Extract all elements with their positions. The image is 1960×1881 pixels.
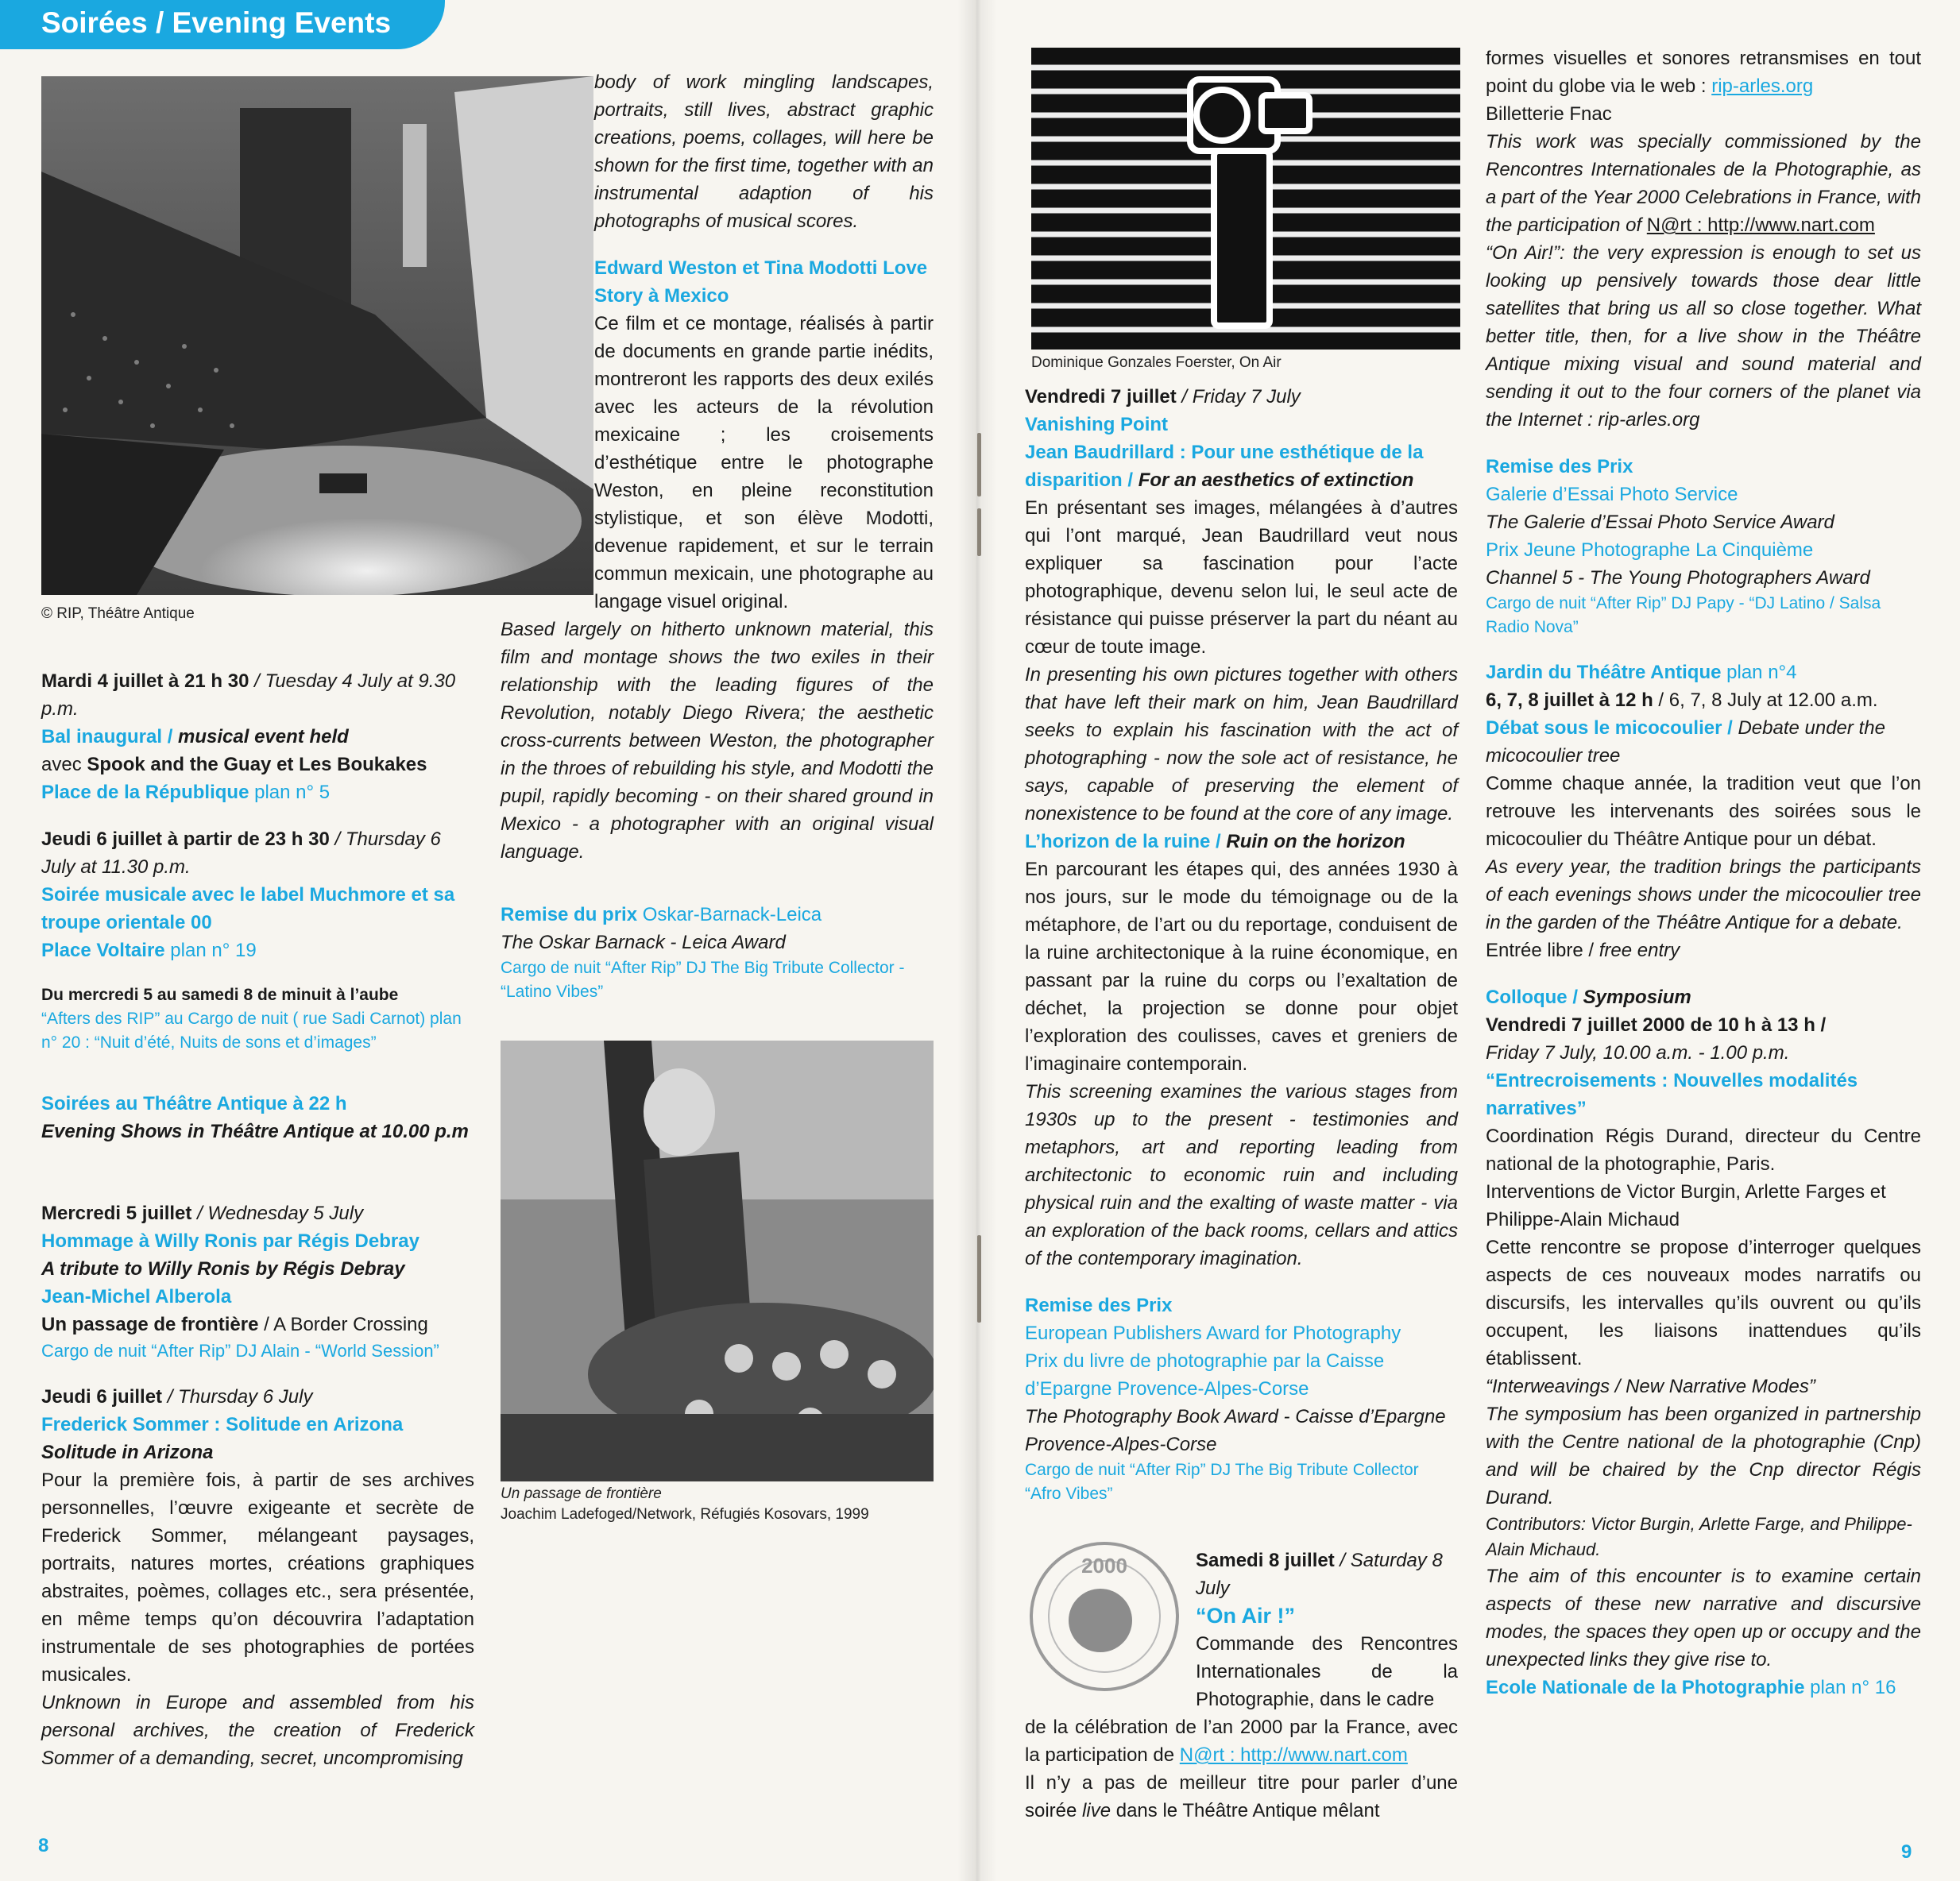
ecole-nationale: Ecole Nationale de la Photographie	[1486, 1677, 1805, 1698]
cargo-big-tribute: Cargo de nuit “After Rip” DJ The Big Tribute Collector - “Latino Vibes”	[501, 959, 905, 1001]
contributors: Contributors: Victor Burgin, Arlette Farge, and Philippe-Alain Michaud.	[1486, 1514, 1912, 1559]
kosovo-caption-2: Joachim Ladefoged/Network, Réfugiés Kosovars, 1999	[501, 1506, 869, 1523]
kosovo-caption-1	[501, 1484, 662, 1504]
cargo-afro: Cargo de nuit “After Rip” DJ The Big Tribute Collector “Afro Vibes”	[1025, 1461, 1419, 1503]
prix-livre: Prix du livre de photographie par la Caisse d’Epargne Provence-Alpes-Corse	[1025, 1350, 1385, 1400]
book-award-en: The Photography Book Award - Caisse d’Epargne Provence-Alpes-Corse	[1025, 1406, 1446, 1455]
place-voltaire: Place Voltaire	[41, 940, 165, 961]
sommer-continued-en: body of work mingling landscapes, portraits, still lives, abstract graphic creations, poems, collages, will here be shown for the first time, together with an instrumental adaption of his photographs of musical scores.	[594, 71, 934, 232]
page-number-right: 9	[1901, 1841, 1912, 1863]
billetterie: Billetterie Fnac	[1486, 103, 1612, 125]
on-air-caption: Dominique Gonzales Foerster, On Air	[1031, 354, 1282, 371]
jeudi-date-en: / Thursday 6 July	[162, 1386, 313, 1408]
coordination: Coordination Régis Durand, directeur du Centre national de la photographie, Paris.	[1486, 1126, 1921, 1175]
mardi-date: Mardi 4 juillet à 21 h 30	[41, 670, 249, 692]
section-header	[0, 0, 445, 49]
passage-title-en: / A Border Crossing	[258, 1314, 428, 1335]
rencontre-text: Cette rencontre se propose d’interroger quelques aspects de ces nouveaux modes narratifs ou discursifs, les intervalles qu’ils ouvrent ou qu’ils occupent, les liaisons inattendues qu’ils établissent.	[1486, 1237, 1921, 1369]
kosovo-refugees-photo	[501, 1041, 934, 1481]
vendredi-date-en: / Friday 7 July	[1176, 386, 1301, 407]
nart-link[interactable]: N@rt : http://www.nart.com	[1179, 1744, 1408, 1766]
jardin-plan: plan n°4	[1721, 662, 1797, 683]
rip-arles-link[interactable]: rip-arles.org	[1711, 75, 1814, 97]
jeudi-date: Jeudi 6 juillet	[41, 1386, 163, 1408]
place-republique: Place de la République	[41, 782, 249, 803]
baudrillard-title: Jean Baudrillard : Pour une esthétique de la disparition /	[1025, 442, 1424, 491]
remise-prix-label: Remise du prix	[501, 904, 638, 925]
mercredi-date-en: / Wednesday 5 July	[191, 1203, 364, 1224]
alberola: Jean-Michel Alberola	[41, 1286, 232, 1307]
galerie-essai: Galerie d’Essai Photo Service	[1486, 484, 1738, 505]
tribute-ronis: A tribute to Willy Ronis by Régis Debray	[41, 1258, 405, 1280]
baudrillard-title-en: For an aesthetics of extinction	[1138, 469, 1414, 491]
place-republique-plan: plan n° 5	[249, 782, 331, 803]
column-3	[1025, 383, 1458, 1506]
column-3-bottom	[1025, 1713, 1458, 1825]
prix-jeune: Prix Jeune Photographe La Cinquième	[1486, 539, 1814, 561]
colloque-date-en: Friday 7 July, 10.00 a.m. - 1.00 p.m.	[1486, 1042, 1790, 1064]
stamp-image	[1025, 1537, 1184, 1696]
debat-text-fr: Comme chaque année, la tradition veut que l’on retrouve les intervenants des soirées sous le micocoulier du Théâtre Antique pour un débat.	[1486, 773, 1921, 850]
column-4	[1486, 44, 1921, 1701]
soirees-theatre-en: Evening Shows in Théâtre Antique at 10.00 p.m	[41, 1121, 469, 1142]
entrecroisements-title: “Entrecroisements : Nouvelles modalités narratives”	[1486, 1070, 1858, 1119]
formes-text: formes visuelles et sonores retransmises en tout point du globe via le web :	[1486, 48, 1921, 97]
commande-text-1: Commande des Rencontres Internationales de la Photographie, dans le cadre	[1196, 1633, 1458, 1710]
mercredi5-dates: Du mercredi 5 au samedi 8 de minuit à l’aube	[41, 986, 399, 1004]
weston-modotti-title: Edward Weston et Tina Modotti Love Story à Mexico	[594, 257, 928, 307]
column-1	[41, 667, 474, 1772]
afters-rip: “Afters des RIP” au Cargo de nuit ( rue Sadi Carnot) plan n° 20 : “Nuit d’été, Nuits de sons et d’images”	[41, 1010, 462, 1052]
interventions: Interventions de Victor Burgin, Arlette Farges et Philippe-Alain Michaud	[1486, 1181, 1886, 1230]
symposium-label: Symposium	[1583, 987, 1691, 1008]
on-air-image	[1031, 48, 1460, 350]
samedi-date-en: / Saturday 8 July	[1196, 1550, 1443, 1599]
section-title: Soirées / Evening Events	[41, 6, 392, 39]
horizon-title: L’horizon de la ruine /	[1025, 831, 1227, 852]
entree-libre: Entrée libre /	[1486, 940, 1599, 961]
avec-label: avec	[41, 754, 87, 775]
bal-inaugural: Bal inaugural /	[41, 726, 179, 747]
channel5-award: Channel 5 - The Young Photographers Award	[1486, 567, 1870, 589]
baudrillard-text-fr: En présentant ses images, mélangées à d’autres qui l’ont marqué, Jean Baudrillard veut nous expliquer sa fascination pour l’acte photographique, devenu selon lui, le seul acte de résistance qui puisse préserver la part du néant au cœur de toute image.	[1025, 497, 1458, 658]
nart-link-2[interactable]: N@rt : http://www.nart.com	[1646, 214, 1875, 236]
samedi-date: Samedi 8 juillet	[1196, 1550, 1335, 1571]
hommage-ronis: Hommage à Willy Ronis par Régis Debray	[41, 1230, 419, 1252]
horizon-text-fr: En parcourant les étapes qui, des années 1930 à nos jours, sur le mode du témoignage ou de la métaphore, de l’art ou du reportage, conduisent de la ruine architectonique à la ruine économique, en passant par la ruine du corps ou l’exaltation de déchet, la projection se donne pour objet l’exploration des coulisses, caves et greniers de l’imaginaire contemporain.	[1025, 859, 1458, 1075]
jardin-date: 6, 7, 8 juillet à 12 h	[1486, 689, 1653, 711]
colloque-label: Colloque /	[1486, 987, 1583, 1008]
column-3-samedi	[1196, 1547, 1458, 1713]
commande-text-2: de la célébration de l’an 2000 par la France, avec la participation de	[1025, 1717, 1458, 1766]
work-text-en-1: This work was specially commissioned by the Rencontres Internationales de la Photographie, as a part of the Year 2000 Celebrations in France, with the participation of	[1486, 131, 1921, 236]
jeudi6-date: Jeudi 6 juillet à partir de 23 h 30	[41, 828, 330, 850]
kosovo-photo-image	[501, 1041, 934, 1481]
weston-text-fr: Ce film et ce montage, réalisés à partir de documents en grande partie inédits, montreront les rapports des deux exilés avec les acteurs de la révolution mexicaine ; les croisements d’esthétique entre le photographe Weston, en pleine reconstitution stylistique, et son élève Modotti, devenue rapidement, et sur le terrain commun mexicain, une photographe au langage visuel original.	[594, 313, 934, 612]
vanishing-point: Vanishing Point	[1025, 414, 1169, 435]
cargo-alain: Cargo de nuit “After Rip” DJ Alain - “World Session”	[41, 1341, 439, 1361]
staple-top	[977, 433, 981, 496]
debat-title: Débat sous le micocoulier /	[1486, 717, 1738, 739]
symposium-text-en: The symposium has been organized in partnership with the Centre national de la photographie (Cnp) and will be chaired by the Cnp director Régis Durand.	[1486, 1404, 1921, 1508]
ecole-plan: plan n° 16	[1804, 1677, 1896, 1698]
commande-text-3: Il n’y a pas de meilleur titre pour parler d’une soirée	[1025, 1772, 1458, 1821]
sommer-text-fr: Pour la première fois, à partir de ses archives personnelles, l’œuvre exigeante et secrète de Frederick Sommer, mélangeant paysages, portraits, natures mortes, créations graphiques abstraites, poèmes, collages etc., sera présentée, en même temps qu’on découvrira l’adaptation instrumentale de ses photographies de portées musicales.	[41, 1470, 474, 1686]
spook-bands: Spook and the Guay et Les Boukakes	[87, 754, 427, 775]
on-air-title: “On Air !”	[1196, 1604, 1295, 1628]
solitude-arizona: Solitude in Arizona	[41, 1442, 214, 1463]
colloque-date: Vendredi 7 juillet 2000 de 10 h à 13 h /	[1486, 1014, 1827, 1036]
debat-title-en: Debate under the micocoulier tree	[1486, 717, 1885, 767]
debat-text-en: As every year, the tradition brings the participants of each evenings shows under the micocoulier tree in the garden of the Théâtre Antique for a debate.	[1486, 856, 1921, 933]
rencontres-stamp	[1025, 1537, 1184, 1696]
staple-bottom	[977, 1235, 981, 1323]
jardin-title: Jardin du Théâtre Antique	[1486, 662, 1722, 683]
sommer-title: Frederick Sommer : Solitude en Arizona	[41, 1414, 404, 1435]
bal-inaugural-en: musical event held	[178, 726, 349, 747]
horizon-text-en: This screening examines the various stages from 1930s up to the present - testimonies and metaphors, art and reporting leading from architectonic to economic ruin and including physical ruin and the exalting of waste matter - via an exploration of the back rooms, cellars and attics of the contemporary imagination.	[1025, 1081, 1458, 1269]
mardi-date-en: / Tuesday 4 July at 9.30 p.m.	[41, 670, 456, 720]
oskar-barnack: Oskar-Barnack-Leica	[637, 904, 822, 925]
european-publishers: European Publishers Award for Photography	[1025, 1323, 1401, 1344]
passage-title: Un passage de frontière	[41, 1314, 259, 1335]
baudrillard-text-en: In presenting his own pictures together with others that have left their mark on him, Jean Baudrillard seeks to explain his fascination with the act of photographing - now the sole act of resistance, he says, capable of preserving the element of nonexistence to be found at the core of any image.	[1025, 664, 1458, 825]
staple-top-2	[977, 508, 981, 556]
jardin-date-en: / 6, 7, 8 July at 12.00 a.m.	[1653, 689, 1878, 711]
galerie-essai-en: The Galerie d’Essai Photo Service Award	[1486, 512, 1834, 533]
mercredi-date: Mercredi 5 juillet	[41, 1203, 192, 1224]
theatre-photo-caption: © RIP, Théâtre Antique	[41, 605, 195, 622]
weston-text-en: Based largely on hitherto unknown material, this film and montage shows the two exiles in their relationship with the leading figures of the Revolution, notably Diego Rivera; the aesthetic cross-currents between Weston, the photographer in the throes of rebuilding his style, and Modotti the pupil, rapidly becoming - on their shared ground in Mexico - a photographer with an original visual language.	[501, 619, 934, 863]
binding-gutter	[957, 0, 997, 1881]
commande-text-4: dans le Théâtre Antique mêlant	[1111, 1800, 1380, 1821]
column-2	[501, 68, 934, 1004]
work-text-en-2: “On Air!”: the very expression is enough to set us looking up pensively towards those dear little satellites that bring us all so close together. What better title, then, for a live show in the Théâtre Antique mixing visual and sound material and sending it out to the four corners of the planet via the Internet : rip-arles.org	[1486, 242, 1921, 431]
remise-des-prix: Remise des Prix	[1025, 1295, 1173, 1316]
live-word: live	[1082, 1800, 1111, 1821]
cargo-papy: Cargo de nuit “After Rip” DJ Papy - “DJ Latino / Salsa Radio Nova”	[1486, 594, 1881, 636]
aim-text: The aim of this encounter is to examine certain aspects of these new narrative and discursive modes, the spaces they open up or occupy and the unexpected links they give rise to.	[1486, 1566, 1921, 1670]
interweavings: “Interweavings / New Narrative Modes”	[1486, 1376, 1815, 1397]
horizon-title-en: Ruin on the horizon	[1226, 831, 1405, 852]
page-number-left: 8	[38, 1835, 49, 1856]
oskar-award-en: The Oskar Barnack - Leica Award	[501, 932, 786, 953]
svg-text:2000: 2000	[1081, 1554, 1127, 1578]
muchmore-title: Soirée musicale avec le label Muchmore et sa troupe orientale 00	[41, 884, 455, 933]
on-air-photo	[1031, 48, 1460, 350]
kosovo-caption-title: Un passage de frontière	[501, 1485, 662, 1502]
remise-des-prix-2: Remise des Prix	[1486, 456, 1633, 477]
vendredi-date: Vendredi 7 juillet	[1025, 386, 1177, 407]
sommer-text-en: Unknown in Europe and assembled from his personal archives, the creation of Frederick Sommer of a demanding, secret, uncompromising	[41, 1692, 474, 1769]
jeudi6-date-en: / Thursday 6 July at 11.30 p.m.	[41, 828, 441, 878]
soirees-theatre: Soirées au Théâtre Antique à 22 h	[41, 1093, 347, 1114]
free-entry: free entry	[1599, 940, 1680, 961]
place-voltaire-plan: plan n° 19	[164, 940, 257, 961]
